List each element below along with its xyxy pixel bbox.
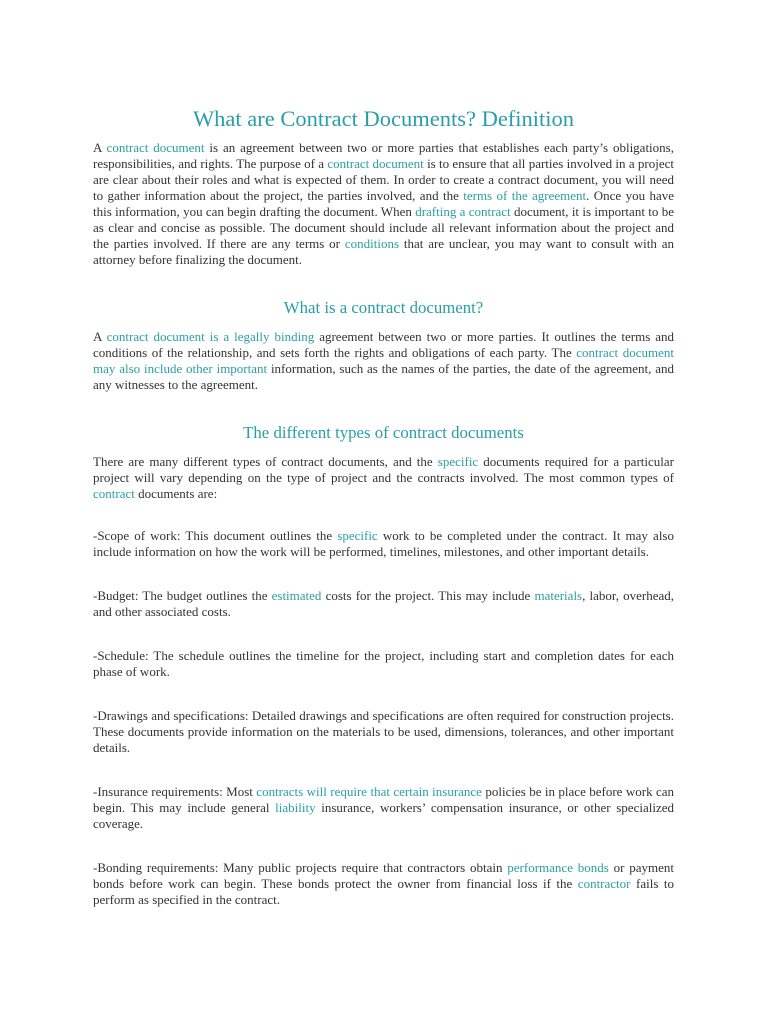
inline-link[interactable]: contracts will require that certain insurance <box>256 784 482 799</box>
inline-link[interactable]: conditions <box>344 236 400 251</box>
list-item-insurance: -Insurance requirements: Most contracts will require that certain insurance policies be in place before work can begin. This may include general liability insurance, workers’ compensation insurance, or other specialized coverage. <box>93 784 675 831</box>
inline-link[interactable]: contract document <box>327 156 424 171</box>
section-heading-what-is: What is a contract document? <box>283 298 484 317</box>
intro-paragraph: A contract document is an agreement between two or more parties that establishes each party’s obligations, responsibilities, and rights. The purpose of a contract document is to ensure that all parties involved in a project are clear about their roles and what is expected of them. In order to create a contract document, you will need to gather information about the project, the parties involved, and the terms of the agreement. Once you have this information, you can begin drafting the document. When drafting a contract document, it is important to be as clear and concise as possible. The document should include all relevant information about the project and the parties involved. If there are any terms or conditions that are unclear, you may want to consult with an attorney before finalizing the document. <box>93 140 674 267</box>
document-page <box>93 104 674 936</box>
inline-link[interactable]: contract document may also include other important <box>93 345 674 376</box>
inline-link[interactable]: estimated <box>271 588 322 603</box>
inline-link[interactable]: terms of the agreement <box>463 188 587 203</box>
list-item-drawings: -Drawings and specifications: Detailed drawings and specifications are often required for construction projects. These documents provide information on the materials to be used, dimensions, tolerances, and other important details. <box>93 708 674 755</box>
inline-link[interactable]: liability <box>275 800 316 815</box>
inline-link[interactable]: contract document <box>106 140 205 155</box>
inline-link[interactable]: contract <box>93 486 135 501</box>
list-item-scope: -Scope of work: This document outlines the specific work to be completed under the contract. It may also include information on how the work will be performed, timelines, milestones, and other important details. <box>93 528 674 559</box>
section-heading-types: The different types of contract documents <box>243 423 524 442</box>
inline-link[interactable]: specific <box>437 454 479 469</box>
types-intro-paragraph: There are many different types of contract documents, and the specific documents required for a particular project will vary depending on the type of project and the contracts involved. The most common types of contract documents are: <box>93 454 674 501</box>
page-title: What are Contract Documents? Definition <box>192 106 575 131</box>
inline-link[interactable]: contractor <box>577 876 631 891</box>
list-item-bonding: -Bonding requirements: Many public projects require that contractors obtain performance bonds or payment bonds before work can begin. These bonds protect the owner from financial loss if the contractor fails to perform as specified in the contract. <box>93 860 675 907</box>
definition-paragraph: A contract document is a legally binding agreement between two or more parties. It outlines the terms and conditions of the relationship, and sets forth the rights and obligations of each party. The contract document may also include other important information, such as the names of the parties, the date of the agreement, and any witnesses to the agreement. <box>93 329 675 392</box>
inline-link[interactable]: materials <box>534 588 583 603</box>
inline-link[interactable]: drafting a contract <box>415 204 511 219</box>
inline-link[interactable]: contract document is a legally binding <box>106 329 315 344</box>
list-item-budget: -Budget: The budget outlines the estimated costs for the project. This may include materials, labor, overhead, and other associated costs. <box>93 588 674 619</box>
inline-link[interactable]: performance bonds <box>507 860 609 875</box>
list-item-schedule: -Schedule: The schedule outlines the timeline for the project, including start and completion dates for each phase of work. <box>93 648 674 679</box>
inline-link[interactable]: specific <box>337 528 378 543</box>
